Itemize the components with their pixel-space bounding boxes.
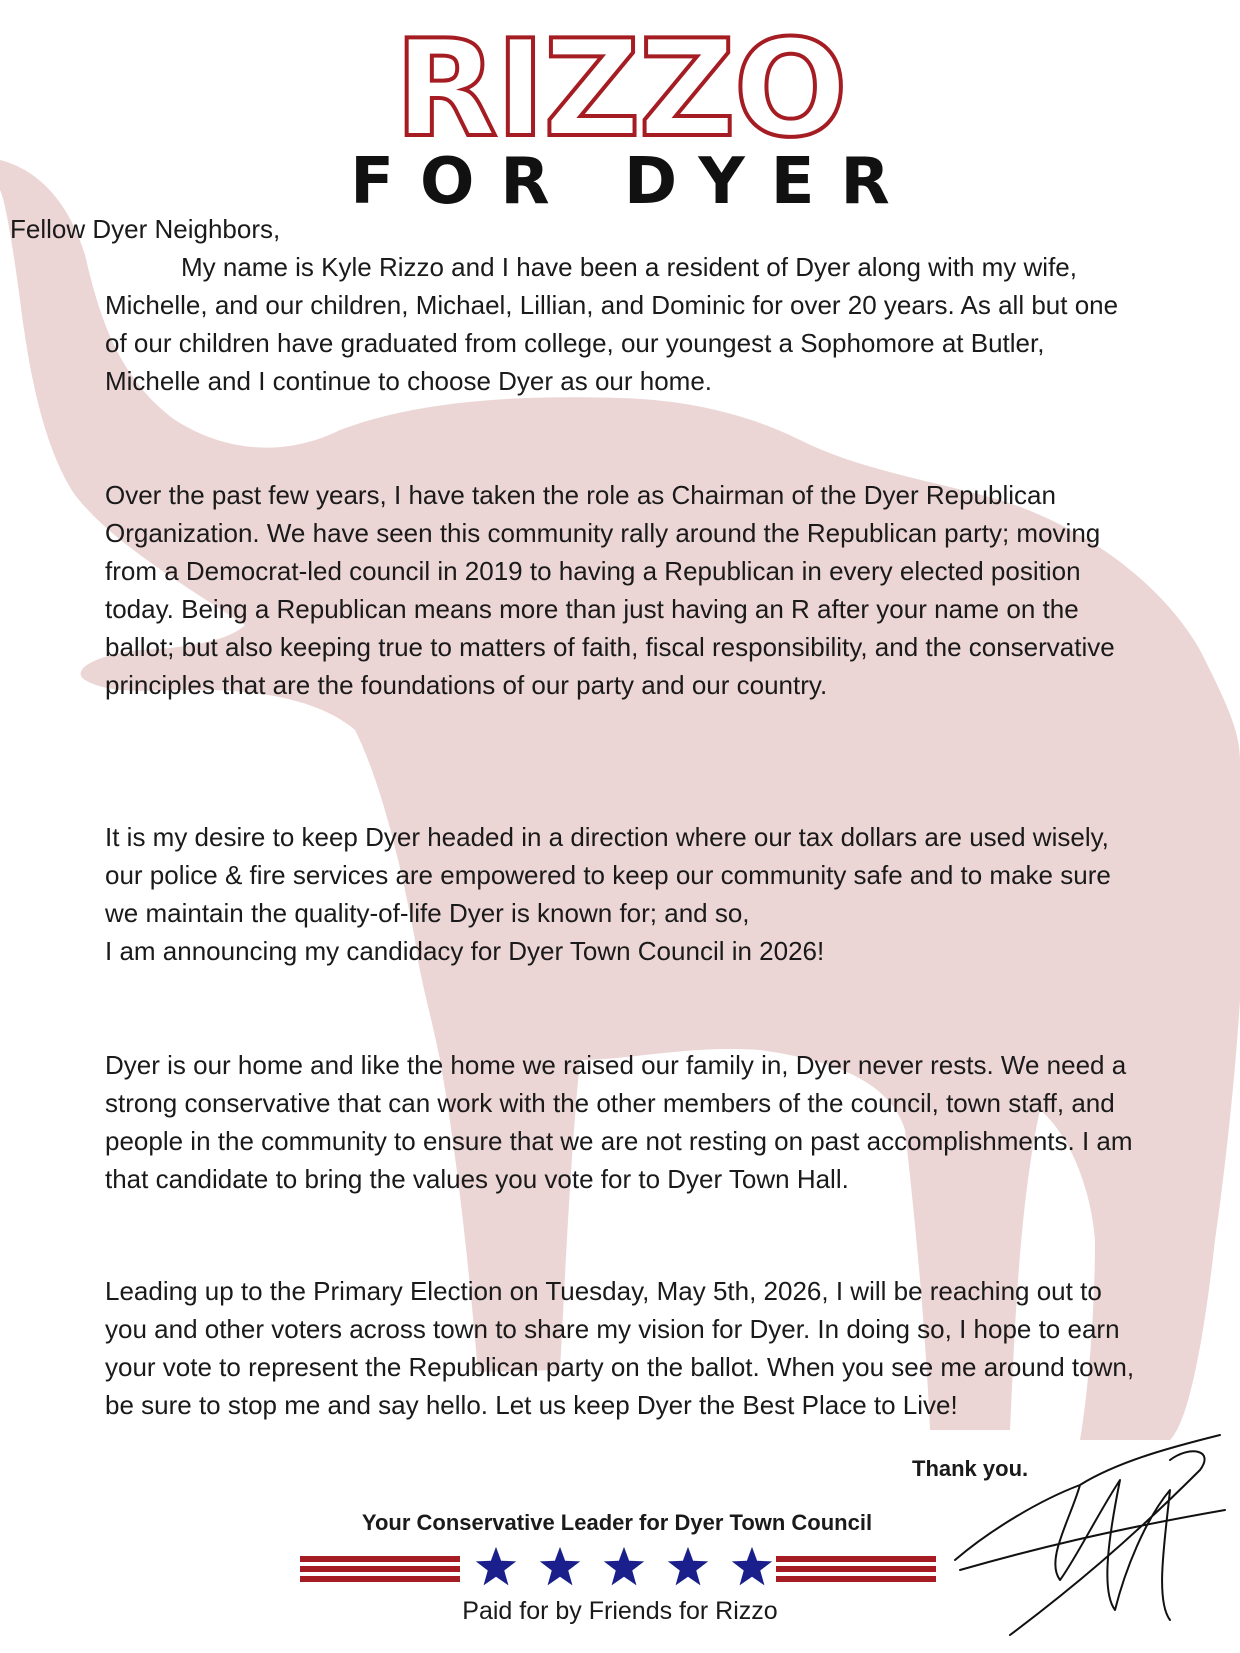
- logo-title: RIZZO: [394, 11, 846, 167]
- paragraph-desire: [105, 818, 1145, 970]
- signature-icon: [950, 1420, 1235, 1645]
- letter-greeting: Fellow Dyer Neighbors,: [10, 214, 281, 244]
- star-icon: [538, 1545, 582, 1589]
- paragraph-intro: My name is Kyle Rizzo and I have been a resident of Dyer along with my wife, Michelle, and our children, Michael, Lillian, and Dominic for over 20 years. As all but one of our children have graduated from college, our youngest a Sophomore at Butler, Michelle and I continue to choose Dyer as our home.: [105, 252, 1119, 396]
- campaign-logo: [0, 11, 1240, 219]
- closing-thank-you: Thank you.: [912, 1456, 1029, 1481]
- footer-tagline: Your Conservative Leader for Dyer Town Council: [361, 1510, 873, 1535]
- star-icon: [602, 1545, 646, 1589]
- logo-subtitle: FOR DYER: [350, 145, 916, 219]
- paragraph-desire-text: It is my desire to keep Dyer headed in a direction where our tax dollars are used wisely, our police & fire services are empowered to keep our community safe and to make sure we maintain the quality-of-life Dyer is known for; and so,: [105, 822, 1111, 928]
- paragraph-primary: Leading up to the Primary Election on Tuesday, May 5th, 2026, I will be reaching out to you and other voters across town to share my vision for Dyer. In doing so, I hope to earn your vote to represent the Republican party on the ballot. When you see me around town, be sure to stop me and say hello. Let us keep Dyer the Best Place to Live!: [105, 1276, 1135, 1420]
- star-icon: [474, 1545, 518, 1589]
- paragraph-home: Dyer is our home and like the home we raised our family in, Dyer never rests. We need a strong conservative that can work with the other members of the council, town staff, and people in the community to ensure that we are not resting on past accomplishments. I am that candidate to bring the values you vote for to Dyer Town Hall.: [105, 1050, 1133, 1194]
- star-icon: [730, 1545, 774, 1589]
- star-icon: [666, 1545, 710, 1589]
- stripes-left: [300, 1556, 460, 1582]
- paragraph-chairman: Over the past few years, I have taken the role as Chairman of the Dyer Republican Organization. We have seen this community rally around the Republican party; moving from a Democrat-led council in 2019 to having a Republican in every elected position today. Being a Republican means more than just having an R after your name on the ballot; but also keeping true to matters of faith, fiscal responsibility, and the conservative principles that are the foundations of our party and our country.: [105, 480, 1115, 700]
- paid-for-disclaimer: Paid for by Friends for Rizzo: [462, 1597, 778, 1625]
- star-row: [474, 1545, 774, 1589]
- stripes-right: [776, 1556, 936, 1582]
- candidacy-announcement: I am announcing my candidacy for Dyer Town Council in 2026!: [105, 936, 825, 966]
